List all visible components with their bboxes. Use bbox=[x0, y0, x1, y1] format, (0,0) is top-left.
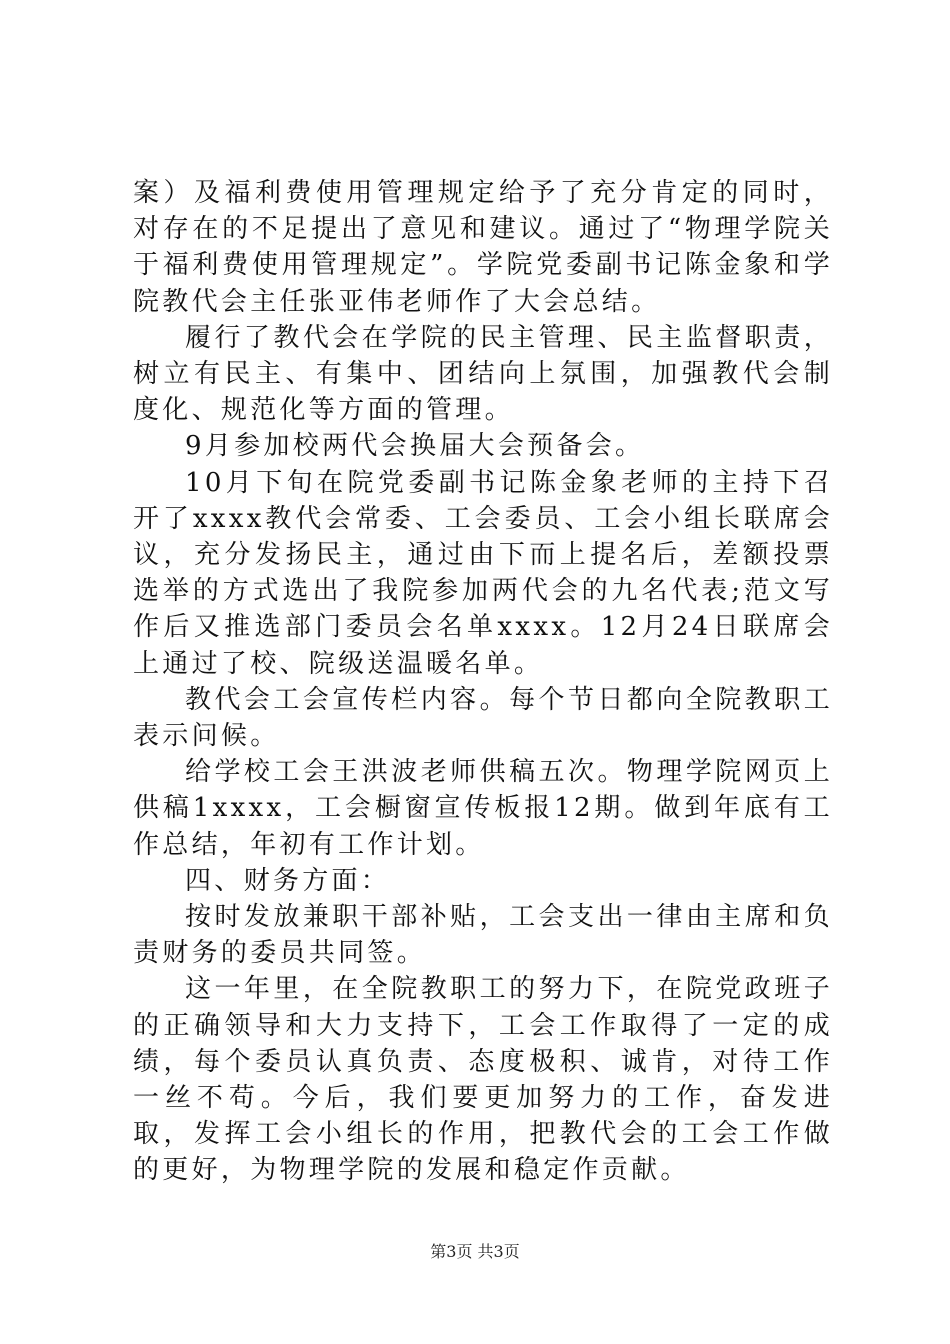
page-footer: 第3页 共3页 bbox=[430, 1242, 520, 1261]
paragraph-october: 10月下旬在院党委副书记陈金象老师的主持下召开了xxxx教代会常委、工会委员、工会小组长联席会议，充分发扬民主，通过由下而上提名后，差额投票选举的方式选出了我院参加两代会的九名代表;范文写作后又推选部门委员会名单xxxx。12月24日联席会上通过了校、院级送温暖名单。 bbox=[133, 467, 833, 679]
paragraph-september: 9月参加校两代会换届大会预备会。 bbox=[185, 431, 645, 462]
paragraph-finance: 按时发放兼职干部补贴，工会支出一律由主席和负责财务的委员共同签。 bbox=[133, 902, 833, 969]
paragraph-duties: 履行了教代会在学院的民主管理、民主监督职责，树立有民主、有集中、团结向上氛围，加强教代会制度化、规范化等方面的管理。 bbox=[133, 322, 833, 426]
paragraph-conclusion: 这一年里，在全院教职工的努力下，在院党政班子的正确领导和大力支持下，工会工作取得了一定的成绩，每个委员认真负责、态度极积、诚肯，对待工作一丝不苟。今后，我们要更加努力的工作，奋发进取，发挥工会小组长的作用，把教代会的工会工作做的更好，为物理学院的发展和稳定作贡献。 bbox=[133, 974, 833, 1186]
document-body bbox=[133, 175, 833, 1189]
paragraph-articles: 给学校工会王洪波老师供稿五次。物理学院网页上供稿1xxxx，工会橱窗宣传板报12期。做到年底有工作总结，年初有工作计划。 bbox=[133, 757, 833, 860]
paragraph-continuation: 案）及福利费使用管理规定给予了充分肯定的同时，对存在的不足提出了意见和建议。通过了“物理学院关于福利费使用管理规定”。学院党委副书记陈金象和学院教代会主任张亚伟老师作了大会总结。 bbox=[133, 178, 833, 317]
section-heading-finance: 四、财务方面： bbox=[185, 865, 391, 896]
paragraph-bulletin: 教代会工会宣传栏内容。每个节日都向全院教职工表示问候。 bbox=[133, 684, 833, 752]
